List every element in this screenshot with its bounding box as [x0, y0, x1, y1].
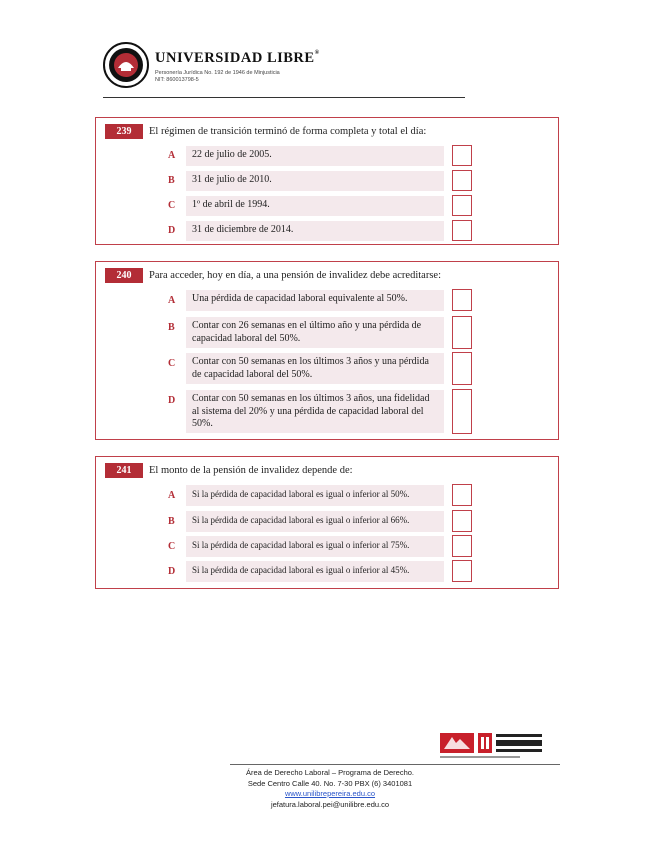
option-letter: A: [168, 490, 176, 501]
question-text: Para acceder, hoy en día, a una pensión de invalidez debe acreditarse:: [149, 270, 441, 281]
answer-checkbox[interactable]: [452, 560, 472, 582]
question-text: El monto de la pensión de invalidez depende de:: [149, 465, 353, 476]
question-241: [95, 456, 559, 589]
option-text: Si la pérdida de capacidad laboral es igual o inferior al 45%.: [186, 561, 444, 582]
option-letter: D: [168, 566, 176, 577]
option-letter: C: [168, 358, 176, 369]
option-text: Una pérdida de capacidad laboral equivalente al 50%.: [186, 290, 444, 311]
option-letter: B: [168, 516, 175, 527]
option-letter: D: [168, 395, 176, 406]
answer-checkbox[interactable]: [452, 389, 472, 434]
option-letter: B: [168, 322, 175, 333]
option-letter: A: [168, 295, 176, 306]
question-240: [95, 261, 559, 440]
accreditation-logo-icon: [440, 731, 544, 761]
option-letter: A: [168, 150, 176, 161]
answer-checkbox[interactable]: [452, 195, 472, 216]
answer-checkbox[interactable]: [452, 316, 472, 349]
letterhead: [103, 42, 465, 98]
option-text: 31 de julio de 2010.: [186, 171, 444, 191]
footer-website-link[interactable]: www.unilibrepereira.edu.co: [284, 789, 376, 798]
option-letter: D: [168, 225, 176, 236]
question-239: [95, 117, 559, 245]
university-name: UNIVERSIDAD LIBRE®: [155, 50, 320, 66]
answer-checkbox[interactable]: [452, 289, 472, 311]
footer-email: jefatura.laboral.pei@unilibre.edu.co: [270, 799, 390, 809]
option-text: Contar con 26 semanas en el último año y una pérdida de capacidad laboral del 50%.: [186, 317, 444, 348]
option-text: 1º de abril de 1994.: [186, 196, 444, 216]
option-text: Si la pérdida de capacidad laboral es igual o inferior al 75%.: [186, 536, 444, 557]
answer-checkbox[interactable]: [452, 535, 472, 557]
option-text: Contar con 50 semanas en los últimos 3 años, una fidelidad al sistema del 20% y una pérdida de capacidad laboral del 50%.: [186, 390, 444, 433]
answer-checkbox[interactable]: [452, 484, 472, 506]
option-letter: C: [168, 200, 176, 211]
option-text: 31 de diciembre de 2014.: [186, 221, 444, 241]
answer-checkbox[interactable]: [452, 510, 472, 532]
footer-divider: [230, 764, 560, 765]
option-letter: B: [168, 175, 175, 186]
footer-department: Área de Derecho Laboral – Programa de Derecho.: [245, 768, 414, 777]
footer-contact: [200, 768, 460, 810]
question-text: El régimen de transición terminó de forma completa y total el día:: [149, 126, 427, 137]
university-seal-icon: [103, 42, 149, 88]
footer-address: Sede Centro Calle 40. No. 7-30 PBX (6) 3401081: [247, 778, 413, 788]
answer-checkbox[interactable]: [452, 170, 472, 191]
answer-checkbox[interactable]: [452, 352, 472, 385]
question-number: 241: [105, 463, 143, 478]
option-text: Contar con 50 semanas en los últimos 3 años y una pérdida de capacidad laboral del 50%.: [186, 353, 444, 384]
option-text: 22 de julio de 2005.: [186, 146, 444, 166]
header-divider: [103, 97, 465, 98]
option-text: Si la pérdida de capacidad laboral es igual o inferior al 66%.: [186, 511, 444, 532]
option-text: Si la pérdida de capacidad laboral es igual o inferior al 50%.: [186, 485, 444, 506]
question-number: 239: [105, 124, 143, 139]
answer-checkbox[interactable]: [452, 220, 472, 241]
answer-checkbox[interactable]: [452, 145, 472, 166]
legal-line: Personería Jurídica No. 192 de 1946 de Minjusticia: [155, 70, 280, 76]
nit-line: NIT: 860013798-5: [155, 77, 199, 83]
option-letter: C: [168, 541, 176, 552]
question-number: 240: [105, 268, 143, 283]
